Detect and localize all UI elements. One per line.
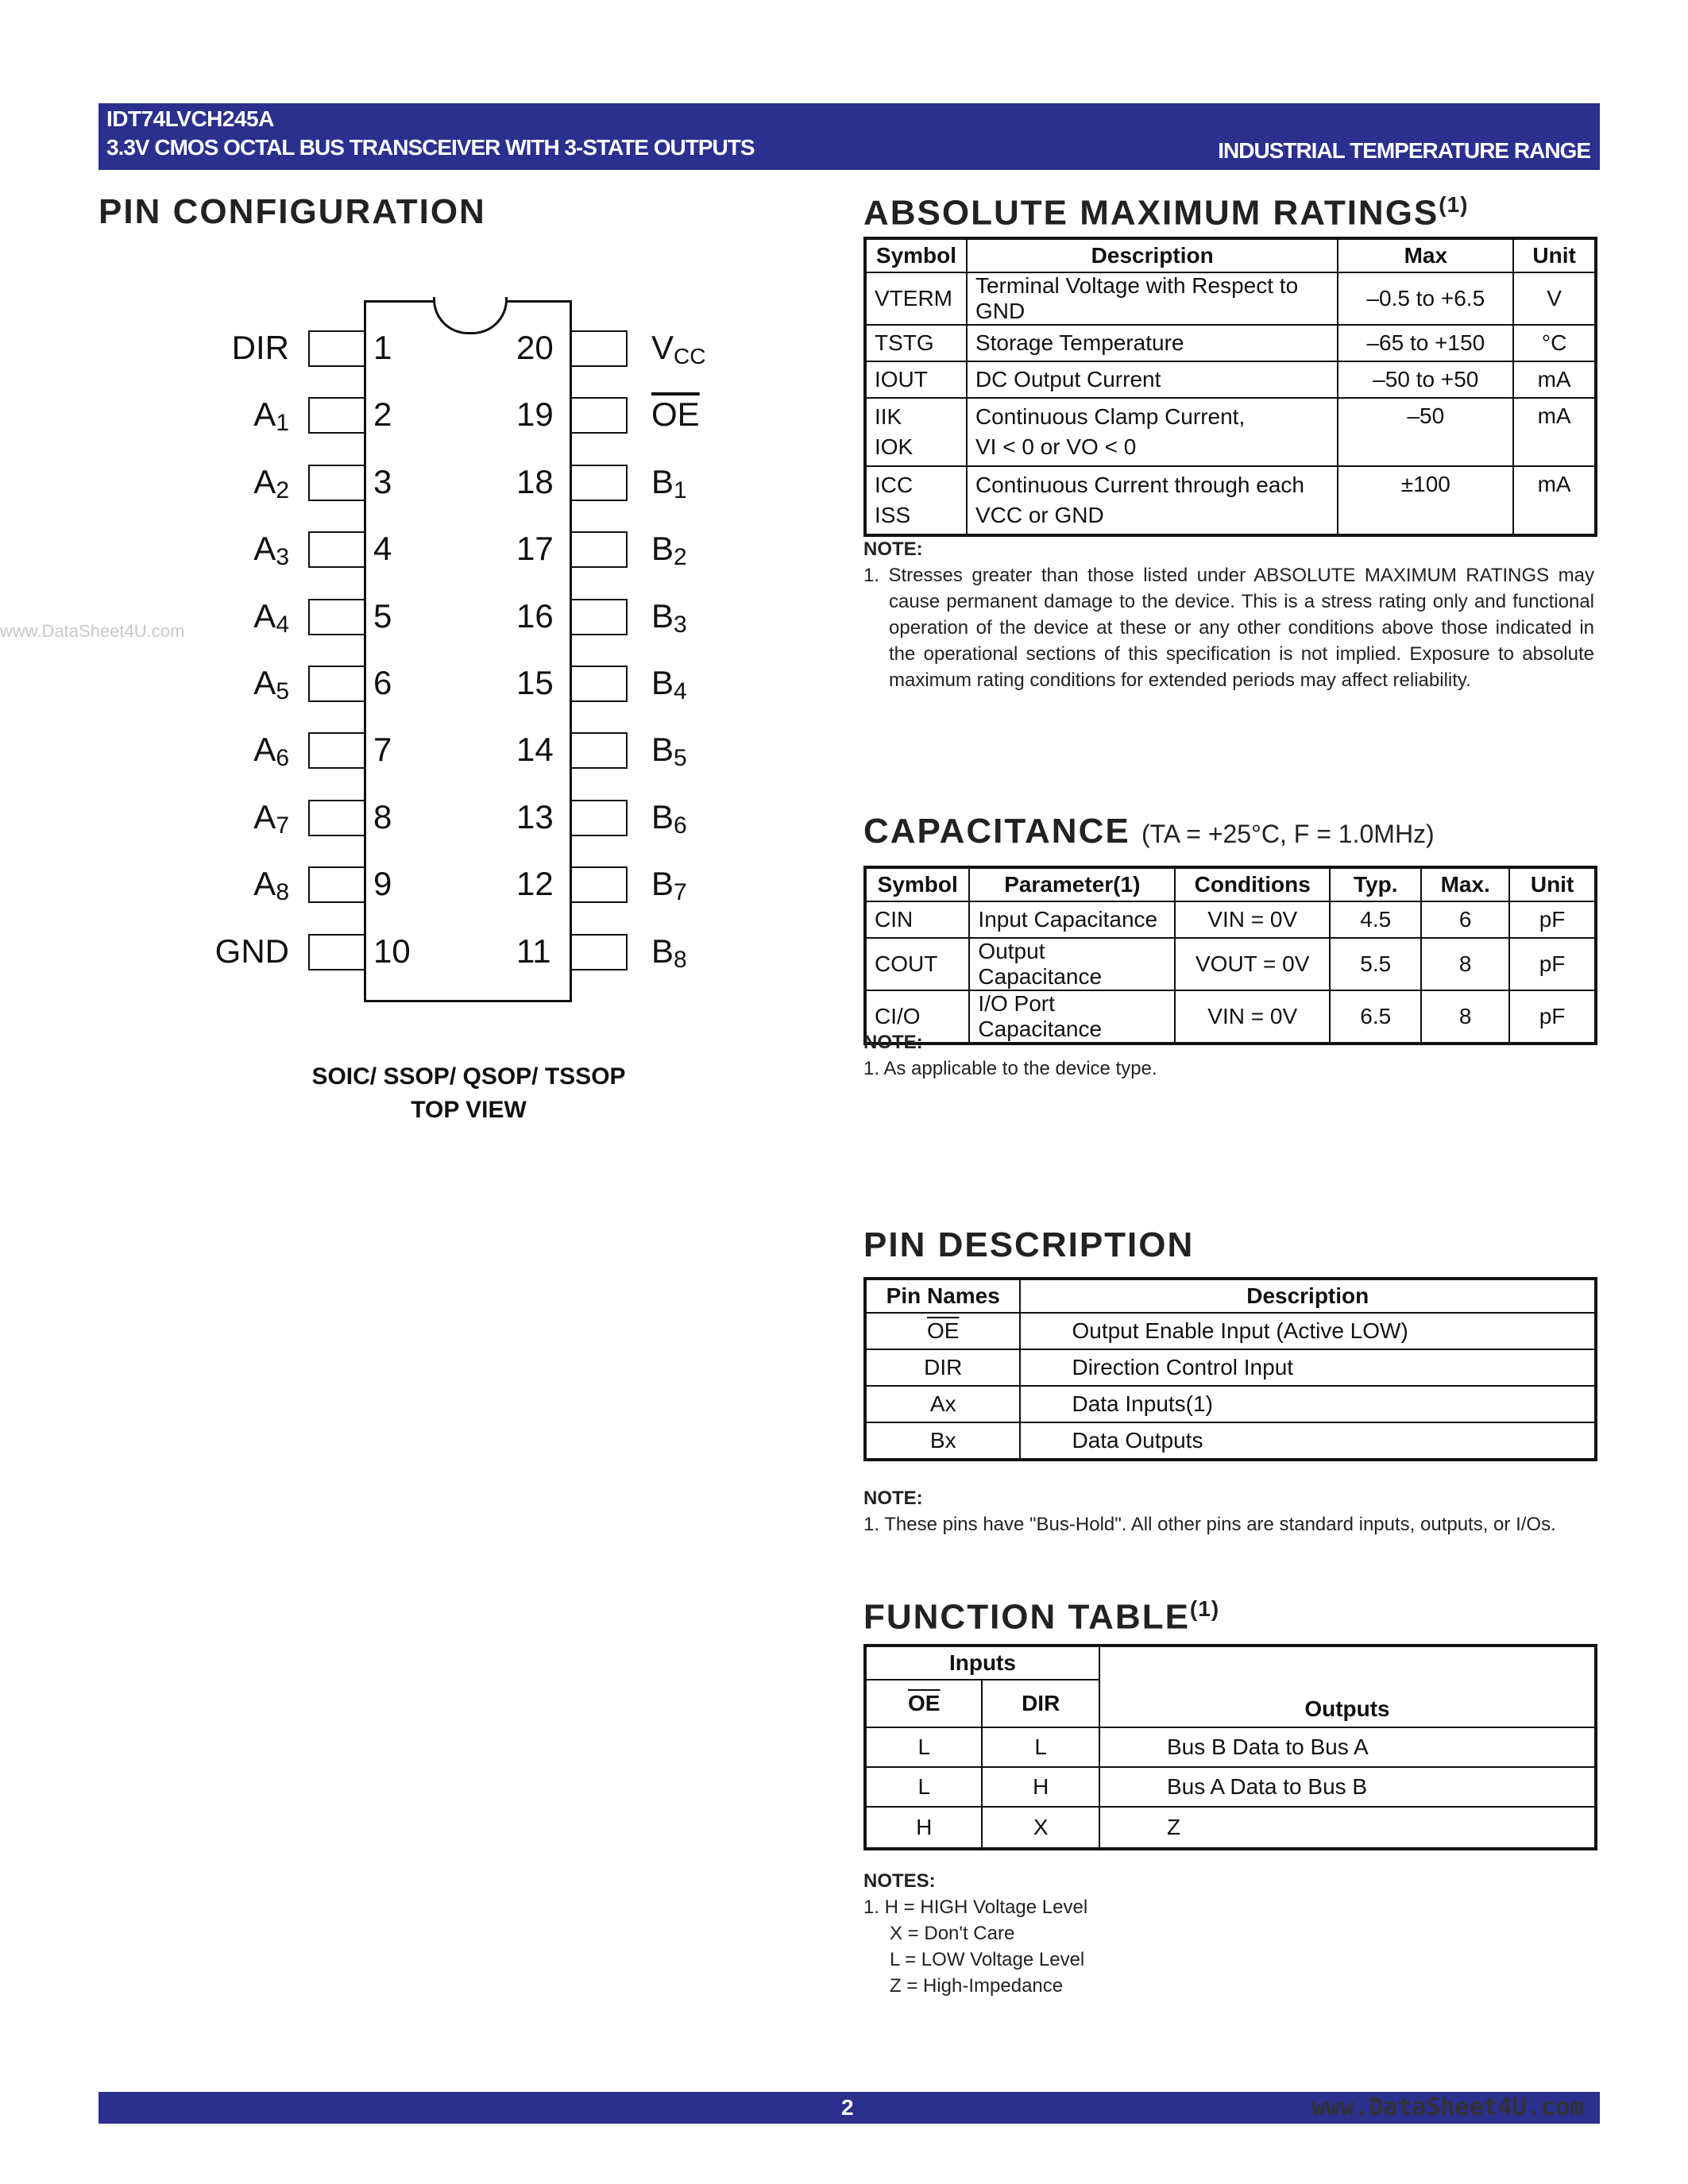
capacitance-title bbox=[863, 812, 1435, 851]
max-cell: –65 to +150 bbox=[1338, 325, 1513, 361]
pin-desc-note bbox=[863, 1485, 1594, 1538]
unit-cell: °C bbox=[1513, 325, 1596, 361]
col-header: Unit bbox=[1509, 867, 1596, 901]
unit-cell: pF bbox=[1509, 901, 1596, 938]
temperature-range: INDUSTRIAL TEMPERATURE RANGE bbox=[1218, 138, 1590, 163]
table-row bbox=[865, 1349, 1596, 1386]
pin-box-left bbox=[308, 531, 364, 568]
pin-box-right bbox=[572, 599, 628, 635]
pin-box-right bbox=[572, 330, 628, 367]
pin-box-right bbox=[572, 732, 628, 769]
pin-label: A4 bbox=[253, 596, 289, 638]
note-text: 1. H = HIGH Voltage Level bbox=[863, 1897, 1088, 1918]
description-cell: Continuous Current through each VCC or GND bbox=[967, 466, 1338, 535]
oe-cell: L bbox=[865, 1727, 982, 1767]
description-cell: Data Inputs(1) bbox=[1020, 1386, 1596, 1422]
table-row bbox=[865, 1386, 1596, 1422]
note-label: NOTE: bbox=[863, 1032, 923, 1053]
symbol-cell: IIK IOK bbox=[865, 398, 967, 466]
col-header: Conditions bbox=[1175, 867, 1330, 901]
pin-box-left bbox=[308, 465, 364, 501]
pin-number: 8 bbox=[373, 797, 392, 835]
typ-cell: 4.5 bbox=[1330, 901, 1421, 938]
symbol-cell: TSTG bbox=[865, 325, 967, 361]
max-cell: 8 bbox=[1421, 990, 1509, 1044]
pin-number: 14 bbox=[516, 731, 554, 769]
col-header: DIR bbox=[982, 1680, 1099, 1727]
pin-label: B4 bbox=[651, 664, 687, 704]
document-title: 3.3V CMOS OCTAL BUS TRANSCEIVER WITH 3-STATE OUTPUTS bbox=[106, 135, 755, 160]
col-header: Unit bbox=[1513, 238, 1596, 272]
abs-max-note bbox=[863, 536, 1594, 693]
pin-name-cell: $\overline{OE}$ bbox=[865, 1313, 1020, 1349]
dir-cell: L bbox=[982, 1727, 1099, 1767]
pin-number: 11 bbox=[516, 932, 551, 970]
pin-box-left bbox=[308, 866, 364, 903]
col-header: Symbol bbox=[865, 238, 967, 272]
pin-label: A1 bbox=[253, 396, 289, 437]
col-header: Pin Names bbox=[865, 1279, 1020, 1313]
pin-number: 16 bbox=[516, 596, 554, 635]
description-cell: Data Outputs bbox=[1020, 1422, 1596, 1460]
symbol-cell: CI/O bbox=[865, 990, 969, 1044]
pin-number: 6 bbox=[373, 664, 392, 701]
max-cell: 8 bbox=[1421, 938, 1509, 990]
capacitance-table bbox=[863, 866, 1597, 1045]
pin-box-left bbox=[308, 934, 364, 970]
pin-config-title: PIN CONFIGURATION bbox=[98, 192, 486, 231]
parameter-cell: Input Capacitance bbox=[969, 901, 1175, 938]
pin-number: 4 bbox=[373, 530, 392, 568]
col-header: Description bbox=[1020, 1279, 1596, 1313]
note-text: 1. These pins have "Bus-Hold". All other pins are standard inputs, outputs, or I/Os. bbox=[863, 1514, 1556, 1535]
abs-max-title bbox=[863, 192, 1469, 233]
pin-box-right bbox=[572, 531, 628, 568]
function-table-title-text: FUNCTION TABLE bbox=[863, 1597, 1190, 1637]
note-text: Z = High-Impedance bbox=[890, 1975, 1064, 1997]
dir-cell: X bbox=[982, 1807, 1099, 1849]
page-footer bbox=[98, 2092, 1600, 2124]
max-cell: 6 bbox=[1421, 901, 1509, 938]
table-row bbox=[865, 1767, 1596, 1807]
table-row bbox=[865, 1807, 1596, 1849]
table-row bbox=[865, 938, 1596, 990]
parameter-cell: I/O Port Capacitance bbox=[969, 990, 1175, 1044]
side-watermark: www.DataSheet4U.com bbox=[0, 621, 185, 641]
unit-cell: mA bbox=[1513, 398, 1596, 466]
conditions-cell: VOUT = 0V bbox=[1175, 938, 1330, 990]
pin-box-right bbox=[572, 397, 628, 434]
col-header: Outputs bbox=[1099, 1646, 1596, 1727]
pin-label: A5 bbox=[253, 664, 289, 704]
pin-box-left bbox=[308, 397, 364, 434]
pin-box-right bbox=[572, 800, 628, 836]
footer-watermark: www.DataSheet4U.com bbox=[1311, 2093, 1584, 2121]
symbol-cell: IOUT bbox=[865, 361, 967, 398]
pin-label: DIR bbox=[231, 329, 289, 366]
page-number: 2 bbox=[841, 2095, 854, 2120]
description-cell: Terminal Voltage with Respect to GND bbox=[967, 272, 1338, 325]
conditions-cell: VIN = 0V bbox=[1175, 990, 1330, 1044]
unit-cell: V bbox=[1513, 272, 1596, 325]
table-row bbox=[865, 901, 1596, 938]
capacitance-title-text: CAPACITANCE bbox=[863, 812, 1130, 851]
pin-box-right bbox=[572, 465, 628, 501]
pin-number: 9 bbox=[373, 865, 392, 903]
pin-label: A6 bbox=[253, 731, 289, 772]
description-cell: Continuous Clamp Current, VI < 0 or VO < 0 bbox=[967, 398, 1338, 466]
function-table bbox=[863, 1644, 1597, 1850]
pin-label: A3 bbox=[253, 530, 289, 571]
pin-name-cell: DIR bbox=[865, 1349, 1020, 1386]
pin-label: B5 bbox=[651, 731, 687, 772]
pin-name-cell: Ax bbox=[865, 1386, 1020, 1422]
outputs-cell: Bus B Data to Bus A bbox=[1099, 1727, 1596, 1767]
pin-label: VCC bbox=[651, 329, 706, 369]
symbol-cell: CIN bbox=[865, 901, 969, 938]
abs-max-title-text: ABSOLUTE MAXIMUM RATINGS bbox=[863, 193, 1439, 233]
pin-label: $\overline{OE}$ bbox=[651, 396, 700, 434]
abs-max-table bbox=[863, 237, 1597, 537]
table-row bbox=[865, 1727, 1596, 1767]
typ-cell: 5.5 bbox=[1330, 938, 1421, 990]
pin-label: B6 bbox=[651, 797, 687, 839]
table-row bbox=[865, 398, 1596, 466]
oe-cell: H bbox=[865, 1807, 982, 1849]
note-label: NOTES: bbox=[863, 1870, 936, 1892]
pin-number: 7 bbox=[373, 731, 392, 769]
max-cell: –50 to +50 bbox=[1338, 361, 1513, 398]
pin-label: B7 bbox=[651, 865, 687, 906]
note-text: 1. As applicable to the device type. bbox=[863, 1058, 1157, 1079]
note-text: X = Don't Care bbox=[890, 1923, 1015, 1944]
pin-label: A7 bbox=[253, 797, 289, 839]
pin-number: 2 bbox=[373, 396, 392, 434]
table-row bbox=[865, 325, 1596, 361]
pin-label: A8 bbox=[253, 865, 289, 906]
pin-label: A2 bbox=[253, 462, 289, 504]
pin-number: 13 bbox=[516, 797, 554, 835]
function-table-title bbox=[863, 1596, 1219, 1638]
parameter-cell: Output Capacitance bbox=[969, 938, 1175, 990]
note-label: NOTE: bbox=[863, 1488, 923, 1509]
outputs-cell: Bus A Data to Bus B bbox=[1099, 1767, 1596, 1807]
pin-number: 10 bbox=[373, 932, 411, 970]
col-header: Parameter(1) bbox=[969, 867, 1175, 901]
symbol-cell: ICC ISS bbox=[865, 466, 967, 535]
table-row bbox=[865, 272, 1596, 325]
col-header: $\overline{OE}$ bbox=[865, 1680, 982, 1727]
col-header: Max bbox=[1338, 238, 1513, 272]
pin-desc-table bbox=[863, 1277, 1597, 1461]
max-cell: –0.5 to +6.5 bbox=[1338, 272, 1513, 325]
pin-number: 20 bbox=[516, 329, 554, 366]
pin-box-left bbox=[308, 732, 364, 769]
function-table-notes bbox=[863, 1868, 1594, 1999]
dir-cell: H bbox=[982, 1767, 1099, 1807]
col-header: Description bbox=[967, 238, 1338, 272]
oe-cell: L bbox=[865, 1767, 982, 1807]
pin-number: 15 bbox=[516, 664, 554, 701]
unit-cell: mA bbox=[1513, 466, 1596, 535]
pin-desc-title: PIN DESCRIPTION bbox=[863, 1225, 1195, 1264]
outputs-cell: Z bbox=[1099, 1807, 1596, 1849]
note-text: L = LOW Voltage Level bbox=[890, 1949, 1085, 1970]
symbol-cell: VTERM bbox=[865, 272, 967, 325]
table-row bbox=[865, 361, 1596, 398]
pin-label: GND bbox=[214, 932, 289, 970]
col-header: Max. bbox=[1421, 867, 1509, 901]
pin-number: 5 bbox=[373, 596, 392, 635]
package-caption bbox=[310, 1060, 628, 1127]
unit-cell: pF bbox=[1509, 990, 1596, 1044]
description-cell: Storage Temperature bbox=[967, 325, 1338, 361]
typ-cell: 6.5 bbox=[1330, 990, 1421, 1044]
pin-box-right bbox=[572, 666, 628, 702]
description-cell: Output Enable Input (Active LOW) bbox=[1020, 1313, 1596, 1349]
pin-box-right bbox=[572, 934, 628, 970]
view-label: TOP VIEW bbox=[411, 1097, 527, 1123]
inputs-header: Inputs bbox=[865, 1646, 1099, 1680]
description-cell: DC Output Current bbox=[967, 361, 1338, 398]
table-row bbox=[865, 1422, 1596, 1460]
table-row bbox=[865, 466, 1596, 535]
max-cell: ±100 bbox=[1338, 466, 1513, 535]
col-header: Typ. bbox=[1330, 867, 1421, 901]
symbol-cell: COUT bbox=[865, 938, 969, 990]
pin-name-cell: Bx bbox=[865, 1422, 1020, 1460]
pin-box-right bbox=[572, 866, 628, 903]
note-text: 1. Stresses greater than those listed under ABSOLUTE MAXIMUM RATINGS may cause permanent damage to the device. This is a stress rating only and functional operation of the device at these or any other conditions above those indicated in the operational sections of this specification is not implied. Exposure to absolute maximum rating conditions for extended periods may affect reliability. bbox=[863, 565, 1594, 691]
pin-label: B8 bbox=[651, 932, 687, 973]
pin-number: 12 bbox=[516, 865, 554, 903]
pin-box-left bbox=[308, 330, 364, 367]
pin-label: B2 bbox=[651, 530, 687, 571]
pin-number: 1 bbox=[373, 329, 392, 366]
abs-max-title-sup: (1) bbox=[1439, 192, 1469, 217]
pin-box-left bbox=[308, 666, 364, 702]
unit-cell: mA bbox=[1513, 361, 1596, 398]
capacitance-note bbox=[863, 1029, 1594, 1082]
unit-cell: pF bbox=[1509, 938, 1596, 990]
description-cell: Direction Control Input bbox=[1020, 1349, 1596, 1386]
table-row bbox=[865, 1313, 1596, 1349]
pin-label: B1 bbox=[651, 462, 687, 504]
pin-number: 18 bbox=[516, 462, 554, 500]
note-label: NOTE: bbox=[863, 538, 923, 560]
pin-label: B3 bbox=[651, 596, 687, 638]
pin-box-left bbox=[308, 599, 364, 635]
conditions-cell: VIN = 0V bbox=[1175, 901, 1330, 938]
capacitance-conditions: (TA = +25°C, F = 1.0MHz) bbox=[1141, 820, 1435, 848]
max-cell: –50 bbox=[1338, 398, 1513, 466]
pin-number: 19 bbox=[516, 396, 554, 434]
pin-number: 17 bbox=[516, 530, 554, 568]
pin-box-left bbox=[308, 800, 364, 836]
function-table-title-sup: (1) bbox=[1189, 1596, 1220, 1621]
page-header bbox=[98, 103, 1600, 170]
pin-number: 3 bbox=[373, 462, 392, 500]
col-header: Symbol bbox=[865, 867, 969, 901]
part-number: IDT74LVCH245A bbox=[106, 106, 274, 131]
package-types: SOIC/ SSOP/ QSOP/ TSSOP bbox=[311, 1063, 626, 1090]
